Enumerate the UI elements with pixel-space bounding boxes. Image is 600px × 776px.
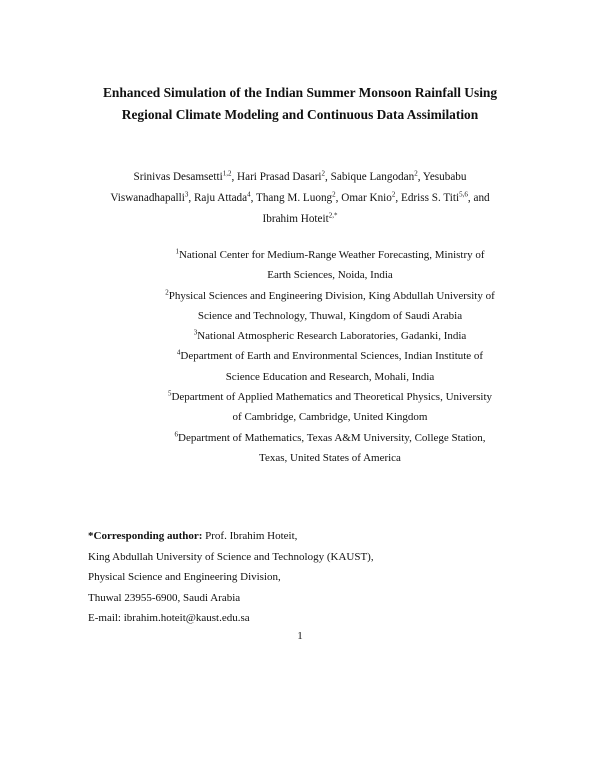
affiliation-text: Department of Earth and Environmental Sciences, Indian Institute of <box>180 350 484 363</box>
affiliation-1-line-2: Earth Sciences, Noida, India <box>267 269 393 282</box>
authors-line-2 <box>80 188 520 209</box>
affiliation-4-line-2: Science Education and Research, Mohali, India <box>225 370 435 383</box>
affiliation-5-line-1 <box>120 387 540 407</box>
author-name: , Thang M. Luong <box>250 192 333 204</box>
author-name: , Raju Attada <box>188 192 248 204</box>
corresponding-author-block <box>88 526 508 629</box>
author-list <box>80 167 520 230</box>
author-affiliation-mark: 4 <box>247 190 251 199</box>
affiliation-number: 4 <box>176 348 181 357</box>
affiliation-text: Department of Mathematics, Texas A&M University, College Station, <box>178 431 486 444</box>
corresponding-address: Thuwal 23955-6900, Saudi Arabia <box>88 591 241 604</box>
title-line-1: Enhanced Simulation of the Indian Summer Monsoon Rainfall Using <box>102 85 498 100</box>
page-number: 1 <box>297 630 303 642</box>
affiliation-text: Physical Sciences and Engineering Division, King Abdullah University of <box>168 289 495 302</box>
affiliation-number: 2 <box>165 287 169 296</box>
affiliation-1-line-1 <box>120 245 540 265</box>
affiliation-6-line-1 <box>120 428 540 448</box>
corresponding-author-line <box>88 526 508 547</box>
corresponding-email: E-mail: ibrahim.hoteit@kaust.edu.sa <box>88 612 250 624</box>
corresponding-author-label: *Corresponding author: <box>88 530 203 542</box>
affiliation-number: 6 <box>174 430 178 439</box>
author-conjunction: , and <box>467 192 490 204</box>
author-name: , Hari Prasad Dasari <box>231 171 322 183</box>
authors-line-3 <box>80 209 520 230</box>
affiliation-2-line-2: Science and Technology, Thuwal, Kingdom of Saudi Arabia <box>197 309 463 322</box>
author-affiliation-mark: 3 <box>184 190 189 199</box>
affiliation-3-line-1 <box>120 326 540 346</box>
author-affiliation-mark: 2 <box>332 190 336 199</box>
affiliation-number: 3 <box>193 328 198 337</box>
author-affiliation-mark: 5,6 <box>459 190 468 199</box>
author-name: Ibrahim Hoteit <box>262 213 329 225</box>
affiliation-4-line-1 <box>120 346 540 366</box>
author-affiliation-mark: 2,* <box>328 211 338 220</box>
author-affiliation-mark: 2 <box>321 169 326 178</box>
affiliation-text: National Atmospheric Research Laboratories, Gadanki, India <box>197 330 467 343</box>
corresponding-institution: King Abdullah University of Science and Technology (KAUST), <box>88 550 374 563</box>
author-name: Srinivas Desamsetti <box>133 171 223 183</box>
affiliation-number: 1 <box>175 247 179 256</box>
author-name: , Omar Knio <box>335 192 392 204</box>
affiliation-2-line-1 <box>120 286 540 306</box>
author-name: , Yesubabu <box>417 171 467 183</box>
affiliation-text: National Center for Medium-Range Weather Forecasting, Ministry of <box>178 249 485 261</box>
title-line-2: Regional Climate Modeling and Continuous Data Assimilation <box>121 107 479 122</box>
corresponding-division: Physical Science and Engineering Division, <box>88 571 281 583</box>
affiliation-5-line-2: of Cambridge, Cambridge, United Kingdom <box>232 411 428 424</box>
paper-title <box>60 82 540 126</box>
author-affiliation-mark: 2 <box>414 169 418 178</box>
author-name: Viswanadhapalli <box>110 192 185 204</box>
affiliation-text: Department of Applied Mathematics and Theoretical Physics, University <box>171 391 493 404</box>
author-affiliation-mark: 1,2 <box>222 169 232 178</box>
corresponding-author-name: Prof. Ibrahim Hoteit, <box>202 530 298 542</box>
author-affiliation-mark: 2 <box>391 190 396 199</box>
affiliation-6-line-2: Texas, United States of America <box>259 451 401 464</box>
authors-line-1 <box>80 167 520 188</box>
affiliation-number: 5 <box>167 389 172 398</box>
author-name: , Edriss S. Titi <box>395 192 460 204</box>
affiliation-list <box>120 245 540 468</box>
author-name: , Sabique Langodan <box>325 171 415 183</box>
